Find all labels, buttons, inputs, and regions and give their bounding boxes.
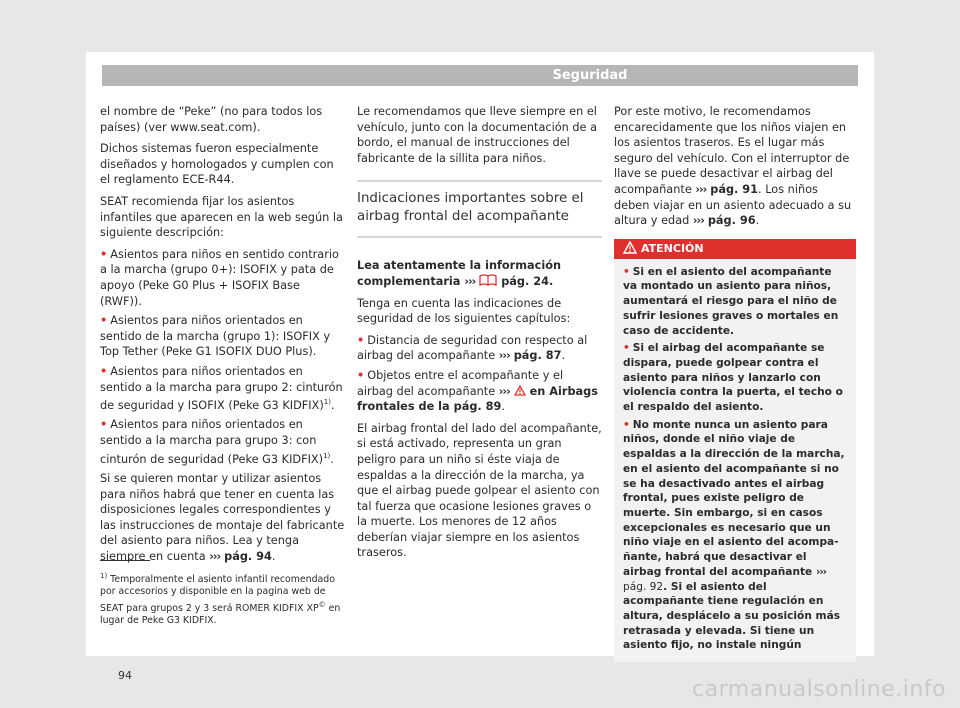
paragraph: Dichos sistemas fueron especialmente diseñados y homologados y cumplen con el reglamento ECE-R44. — [100, 142, 334, 187]
list-item-text: Asientos para niños orientados en sentido de la marcha (grupo 1): ISOFIX y Top Tether (Peke G1 ISOFIX DUO Plus). — [100, 314, 331, 359]
page-link[interactable] — [695, 183, 758, 196]
arrows-icon: ››› — [498, 384, 510, 398]
arrows-icon: ››› — [464, 274, 476, 288]
list-item-text: Distancia de seguridad con respecto al airbag del acompañante — [357, 333, 588, 363]
page-link[interactable] — [499, 349, 562, 362]
bullet-icon: • — [623, 342, 630, 355]
bullet-icon: • — [100, 364, 108, 378]
list-item-text: Asientos para niños orientados en sentido a la marcha para grupo 2: cinturón de seguridad y ISOFIX (Peke G3 KIDFIX) — [100, 364, 343, 412]
arrows-icon: ››› — [692, 214, 704, 228]
page-link[interactable] — [693, 214, 756, 227]
list-item-text: Objetos entre el acompañante y el airbag del acompañante — [357, 368, 564, 398]
intro-text: Lea atentamente la información complementaria — [357, 259, 561, 288]
list-item: • No monte nunca un asiento para niños, donde el niño viaje de espaldas a la dirección de la marcha, en el asiento del acompañante si no se ha desactivado antes el airbag frontal, pues existe peligro de muerte. Sin embargo, si en casos excepcionales es necesario que un niño viaje en el asiento del acompañante, habrá que desactivar el airbag frontal del acompañante ››› pág. 92. Si el asiento del acompañante tiene regulación en altura, desplácelo a su posición más retrasada y elevada. Si tiene un asiento fijo, no instale ningún — [623, 418, 845, 652]
warning-header — [614, 239, 856, 259]
link-text: pág. 24 — [501, 274, 549, 288]
page-number: 94 — [118, 669, 132, 682]
link-text: pág. 87 — [513, 349, 562, 363]
list-item — [100, 313, 345, 360]
bullet-icon: • — [357, 333, 365, 347]
paragraph: SEAT recomienda fijar los asientos infantiles que aparecen en la web según la siguiente descripción: — [100, 194, 343, 240]
paragraph-text: Por este motivo, le recomendamos encarecidamente que los niños viajen en los asientos traseros. Es el lugar más seguro del vehículo. Con el interruptor de llave se puede desactivar el airbag del acompañante — [614, 105, 850, 196]
column-1 — [100, 104, 345, 571]
registered-mark: © — [318, 600, 326, 609]
list-item-text: Si el airbag del acompañante se dispara, puede golpear contra el asiento para niños y lanzarlo con violencia contra la puerta, el techo o el respaldo del asiento. — [623, 342, 843, 414]
link-text: pág. 96 — [707, 214, 756, 228]
bullet-icon: • — [100, 418, 108, 432]
list-item-text: No monte nunca un asiento para niños, donde el niño viaje de espaldas a la dirección de la marcha, en el asiento del acompañante si no se ha desactivado antes el airbag frontal, pues existe peligro de muerte. Sin embargo, si en casos excepcionales es necesario que un niño viaje en el asiento del acompañante, habrá que desactivar el airbag frontal del acompañante — [623, 418, 845, 578]
bullet-icon: • — [357, 368, 365, 382]
list-item — [623, 265, 848, 339]
list-item-text: Si en el asiento del acompañante va montado un asiento para niños, aumentará el riesgo para el niño de sufrir lesiones graves o mortales en caso de accidente. — [623, 265, 839, 337]
column-3 — [614, 104, 856, 662]
page-link[interactable] — [209, 550, 272, 563]
page-link[interactable] — [464, 275, 549, 288]
bullet-icon: • — [100, 247, 108, 261]
paragraph-text: Los niños deben viajar en un asiento adecuado a su altura y edad — [614, 182, 852, 228]
warning-body — [614, 259, 856, 662]
bullet-icon: • — [100, 314, 108, 328]
warning-triangle-icon — [514, 385, 526, 396]
footnote-text: en lugar de Peke G3 KIDFIX. — [100, 602, 341, 627]
list-item: • Objetos entre el acompañante y el airbag del acompañante ››› en Airbags frontales de la pág. 89. — [357, 368, 598, 414]
footnote-divider — [100, 560, 150, 561]
page-title: Seguridad — [552, 68, 628, 83]
footnote-ref[interactable]: 1) — [323, 398, 331, 407]
footnote-mark: 1) — [100, 572, 108, 580]
link-text: en Airbags frontales de la pág. 89 — [357, 384, 598, 414]
link-text: pág. 91 — [710, 182, 759, 196]
list-item — [623, 341, 848, 415]
manual-page — [86, 52, 874, 682]
arrows-icon: ››› — [695, 182, 707, 196]
intro-paragraph: Lea atentamente la información complementaria ››› pág. 24. — [357, 259, 561, 288]
arrows-icon: ››› — [209, 549, 221, 563]
warning-triangle-icon — [623, 241, 637, 254]
list-item — [100, 247, 345, 309]
paragraph: Tenga en cuenta las indicaciones de seguridad de los siguientes capítulos: — [357, 296, 571, 326]
list-item: • Asientos para niños orientados en sentido a la marcha para grupo 3: con cinturón de seguridad (Peke G3 KIDFIX)$^{1)}$. — [100, 418, 334, 466]
list-item-text: Si el asiento del acompañante tiene regulación en altura, desplácelo a su posición más retrasada y elevada. Si tiene un asiento fijo, no instale ningún — [623, 580, 841, 652]
paragraph-text: Si se quieren montar y utilizar asientos para niños habrá que tener en cuenta las disposiciones legales correspondientes y las instrucciones de montaje del fabricante del asiento para niños. Lea y tenga siempre en cuenta — [100, 472, 345, 563]
footnote — [100, 570, 345, 627]
column-2 — [357, 104, 602, 567]
arrows-icon: ››› — [498, 349, 510, 363]
list-item: • Distancia de seguridad con respecto al airbag del acompañante ››› pág. 87. — [357, 333, 588, 363]
paragraph: Por este motivo, le recomendamos encarecidamente que los niños viajen en los asientos traseros. Es el lugar más seguro del vehículo. Con el interruptor de llave se puede desactivar el airbag del acompañante ››› pág. 91. Los niños deben viajar en un asiento adecuado a su altura y edad ››› pág. 96. — [614, 105, 852, 228]
list-item-text: Asientos para niños en sentido contrario a la marcha (grupo 0+): ISOFIX y pata de apoyo (Peke G0 Plus + ISOFIX Base (RWF)). — [100, 247, 339, 308]
arrows-icon: ››› — [815, 565, 827, 578]
header-bar — [102, 65, 858, 86]
book-icon — [479, 274, 497, 286]
paragraph: El airbag frontal del lado del acompañante, si está activado, representa un gran peligro para un niño si éste viaja de espaldas a la dirección de la marcha, ya que el airbag puede golpear el asiento con tal fuerza que ocasione lesiones graves o la muerte. Los menores de 12 años deberían viajar siempre en los asientos traseros. — [357, 421, 602, 560]
link-text: pág. 94 — [224, 549, 272, 563]
paragraph: Le recomendamos que lleve siempre en el vehículo, junto con la documentación de a bordo, el manual de instrucciones del fabricante de la sillita para niños. — [357, 105, 598, 165]
footnote-text: Temporalmente el asiento infantil recomendado por accesorios y disponible en la pagina web de SEAT para grupos 2 y 3 será ROMER KIDFIX XP — [100, 574, 335, 614]
list-item-text: Asientos para niños orientados en sentido a la marcha para grupo 3: con cinturón de seguridad (Peke G3 KIDFIX) — [100, 418, 324, 466]
bullet-icon: • — [623, 418, 630, 431]
list-item: • Asientos para niños orientados en sentido a la marcha para grupo 2: cinturón de seguridad y ISOFIX (Peke G3 KIDFIX)$^{1)}$. — [100, 364, 343, 412]
section-heading: Indicaciones importantes sobre el airbag frontal del acompañante — [357, 180, 602, 238]
paragraph: Si se quieren montar y utilizar asientos para niños habrá que tener en cuenta las disposiciones legales correspondientes y las instrucciones de montaje del fabricante del asiento para niños. Lea y tenga siempre en cuenta ››› pág. 94. — [100, 472, 345, 563]
warning-title: ATENCIÓN — [641, 241, 704, 255]
watermark: carmanualsonline.info — [692, 677, 946, 702]
warning-box — [614, 239, 856, 662]
footnote-ref[interactable]: 1) — [323, 451, 331, 460]
paragraph: el nombre de “Peke” (no para todos los países) (ver www.seat.com). — [100, 105, 323, 134]
bullet-icon: • — [623, 265, 630, 278]
link-text: pág. 92 — [623, 580, 664, 593]
